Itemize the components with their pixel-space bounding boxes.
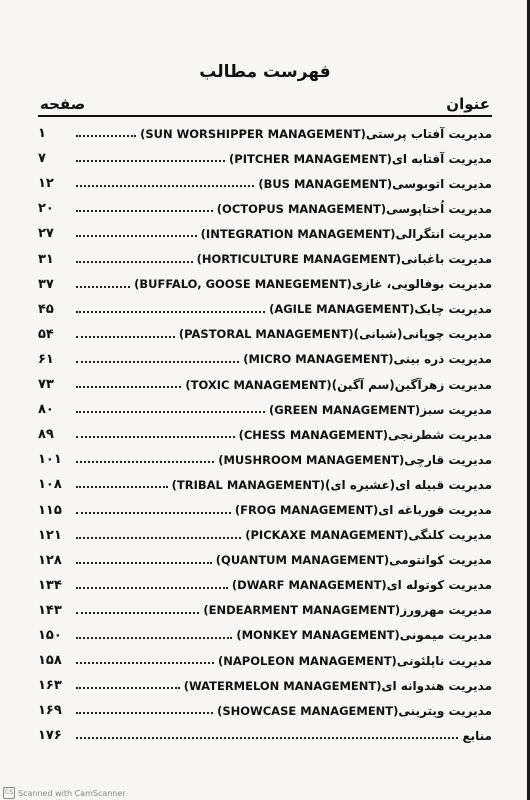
title-column-header: عنوان (446, 95, 490, 113)
toc-page-number: ۸۹ (38, 427, 54, 443)
toc-entry (38, 369, 492, 394)
toc-page-number: ۸۰ (38, 402, 54, 418)
toc-entry (38, 595, 492, 620)
toc-entry-title (269, 303, 492, 319)
toc-entry (38, 143, 492, 168)
toc-page-number: ۵۴ (38, 326, 54, 342)
toc-entry-title (185, 379, 492, 395)
toc-entry-persian: مدیریت هندوانه ای (381, 678, 492, 693)
toc-entry-title (179, 328, 492, 344)
toc-entry (38, 269, 492, 294)
toc-entry-persian: مدیریت ویترینی (398, 703, 492, 718)
toc-page-number: ۱۳۴ (38, 577, 62, 593)
toc-entry-title (239, 429, 492, 445)
dot-leader (76, 435, 235, 438)
toc-entry-persian: مدیریت آفتابه ای (391, 151, 492, 166)
dot-leader (76, 686, 180, 689)
toc-entry (38, 695, 492, 720)
toc-entry-english: (PASTORAL MANAGEMENT) (178, 327, 354, 342)
dot-leader (76, 209, 213, 212)
toc-entry-english: (CHESS MANAGEMENT) (238, 427, 389, 442)
toc-entry (38, 545, 492, 570)
page-column-header: صفحه (40, 95, 86, 113)
toc-entry-persian: مدیریت ناپلئونی (396, 653, 492, 668)
dot-leader (76, 385, 181, 388)
toc-entry-english: (AGILE MANAGEMENT) (269, 302, 415, 317)
scanner-watermark-text: Scanned with CamScanner (18, 788, 126, 798)
toc-page-number: ۱۷۶ (38, 728, 62, 744)
toc-entry-persian: مدیریت سبز (420, 402, 492, 417)
toc-entry-persian: مدیریت مهرورز (400, 603, 492, 618)
dot-leader (76, 561, 212, 564)
toc-entry-english: (ENDEARMENT MANAGEMENT) (203, 603, 401, 618)
toc-entry-title (172, 479, 492, 495)
toc-entry-title (245, 529, 492, 545)
dot-leader (76, 234, 197, 237)
dot-leader (76, 159, 225, 162)
toc-entry (38, 294, 492, 319)
toc-entry-english: (BUS MANAGEMENT) (258, 176, 393, 191)
page-title: فهرست مطالب (199, 62, 331, 82)
toc-entry-english: (BUFFALO, GOOSE MANEGEMENT) (134, 277, 352, 292)
dot-leader (76, 360, 239, 363)
toc-entry-english: (PITCHER MANAGEMENT) (229, 151, 392, 166)
dot-leader (76, 285, 130, 288)
camscanner-logo-icon: CS (3, 787, 15, 799)
toc-entry-title (134, 278, 492, 294)
dot-leader (76, 736, 458, 739)
toc-entry (38, 520, 492, 545)
toc-entry (38, 570, 492, 595)
toc-entry-persian: مدیریت چوپانی(شبانی) (353, 327, 492, 342)
toc-entry-title (140, 128, 492, 144)
toc-entry-persian: مدیریت کلنگی (408, 528, 492, 543)
toc-entry (38, 670, 492, 695)
dot-leader (76, 636, 232, 639)
toc-page-number: ۷۳ (38, 377, 54, 393)
toc-entry-persian: مدیریت کوانتومی (389, 553, 492, 568)
toc-entry-persian: مدیریت ذره بینی (393, 352, 492, 367)
toc-entry-english: (FROG MANAGEMENT) (234, 503, 379, 517)
toc-entry-title (197, 253, 492, 269)
toc-entry-english: (MICRO MANAGEMENT) (243, 352, 394, 367)
toc-page-number: ۱۲۱ (38, 527, 62, 543)
toc-entry-english: (NAPOLEON MANAGEMENT) (218, 653, 397, 668)
toc-entry-title (258, 178, 492, 194)
toc-entry (38, 168, 492, 193)
toc-page-number: ۷ (38, 151, 46, 167)
toc-entry-title (184, 680, 492, 696)
toc-entry-title (232, 579, 492, 595)
toc-entry-english: (TOXIC MANAGEMENT) (185, 377, 332, 392)
toc-entry-english: (PICKAXE MANAGEMENT) (245, 528, 409, 543)
toc-entry-persian: مدیریت قورباغه ای (378, 503, 492, 517)
toc-entry (38, 243, 492, 268)
toc-entry-persian: مدیریت میمونی (399, 628, 492, 643)
dot-leader (76, 661, 214, 664)
toc-entry-english: (WATERMELON MANAGEMENT) (183, 678, 382, 693)
toc-entry-persian: مدیریت کوتوله ای (386, 578, 492, 593)
toc-entry-persian: مدیریت زهرآگین(سم آگین) (331, 377, 492, 392)
toc-entry-persian: مدیریت انتگرالی (395, 226, 492, 241)
toc-page-number: ۲۰ (38, 201, 54, 217)
toc-page-number: ۱۲۸ (38, 552, 62, 568)
dot-leader (76, 335, 175, 338)
toc-entry-persian: مدیریت قارچی (404, 452, 492, 467)
dot-leader (76, 260, 193, 263)
toc-page-number: ۴۵ (38, 301, 54, 317)
toc-entry-english: (SHOWCASE MANAGEMENT) (217, 703, 399, 718)
dot-leader (76, 511, 231, 514)
toc-entry (38, 118, 492, 143)
dot-leader (76, 184, 254, 187)
toc-entry-english: (SUN WORSHIPPER MANAGEMENT) (140, 126, 366, 141)
dot-leader (76, 485, 168, 488)
toc-entry-english: (MONKEY MANAGEMENT) (236, 628, 400, 643)
toc-entry (38, 444, 492, 469)
toc-entry-title (203, 604, 492, 620)
toc-entry-persian: مدیریت اُختاپوسی (386, 201, 492, 216)
toc-page-number: ۱۰۸ (38, 477, 62, 493)
dot-leader (76, 460, 214, 463)
toc-entry-title (216, 554, 492, 570)
toc-entry-persian: مدیریت شطرنجی (388, 427, 492, 442)
toc-entry-persian: مدیریت چابک (414, 302, 492, 317)
toc-entry (38, 469, 492, 494)
toc-entry (38, 394, 492, 419)
dot-leader (76, 586, 228, 589)
toc-page-number: ۲۷ (38, 226, 54, 242)
toc-entry (38, 645, 492, 670)
toc-entry-title (217, 705, 492, 721)
toc-entry-english: (QUANTUM MANAGEMENT) (215, 553, 390, 568)
toc-page-number: ۱۴۳ (38, 602, 62, 618)
toc-page-number: ۱ (38, 126, 46, 142)
toc-entry-persian: منابع (462, 728, 492, 743)
toc-entry-english: (OCTOPUS MANAGEMENT) (216, 201, 387, 216)
toc-entry-title (236, 629, 492, 645)
dot-leader (76, 711, 213, 714)
toc-entry-title (218, 655, 492, 671)
table-of-contents (38, 118, 492, 745)
toc-page-number: ۱۵۰ (38, 627, 62, 643)
toc-entry-english: (DWARF MANAGEMENT) (231, 578, 387, 593)
toc-entry-title (269, 404, 492, 420)
toc-entry (38, 419, 492, 444)
toc-header (38, 93, 492, 117)
toc-page-number: ۶۱ (38, 351, 54, 367)
toc-entry-persian: مدیریت باغبانی (401, 252, 492, 267)
dot-leader (76, 611, 199, 614)
toc-page-number: ۱۱۵ (38, 502, 62, 518)
toc-entry-english: (MUSHROOM MANAGEMENT) (218, 452, 405, 467)
toc-entry (38, 319, 492, 344)
toc-entry-title (243, 353, 492, 369)
toc-entry-english: (INTEGRATION MANAGEMENT) (200, 226, 396, 241)
toc-page-number: ۳۱ (38, 251, 54, 267)
toc-page-number: ۱۲ (38, 176, 54, 192)
dot-leader (76, 410, 265, 413)
toc-entry (38, 193, 492, 218)
dot-leader (76, 310, 265, 313)
scanner-footer (0, 786, 530, 800)
toc-entry-persian: مدیریت بوفالویی، غازی (351, 277, 492, 292)
dot-leader (76, 536, 241, 539)
toc-entry-persian: مدیریت آفتاب پرستی (365, 126, 492, 141)
toc-page-number: ۱۵۸ (38, 653, 62, 669)
toc-entry-english: (GREEN MANAGEMENT) (269, 402, 421, 417)
toc-entry-persian: مدیریت اتوبوسی (392, 176, 492, 191)
toc-page-number: ۱۰۱ (38, 452, 62, 468)
toc-entry (38, 494, 492, 519)
toc-entry-english: (TRIBAL MANAGEMENT) (171, 477, 326, 492)
toc-entry-title (217, 203, 492, 219)
toc-page-number: ۱۶۳ (38, 678, 62, 694)
toc-page-number: ۳۷ (38, 276, 54, 292)
dot-leader (76, 134, 136, 137)
toc-entry-title (201, 228, 492, 244)
toc-entry-persian: مدیریت قبیله ای(عشیره ای) (325, 477, 492, 492)
toc-entry-title (462, 730, 492, 746)
toc-entry-title (218, 454, 492, 470)
toc-entry (38, 720, 492, 745)
toc-entry-english: (HORTICULTURE MANAGEMENT) (196, 252, 402, 267)
toc-entry-title (229, 153, 492, 169)
toc-page-number: ۱۶۹ (38, 703, 62, 719)
toc-entry (38, 218, 492, 243)
toc-entry (38, 620, 492, 645)
toc-entry-title (235, 504, 492, 520)
toc-entry (38, 344, 492, 369)
